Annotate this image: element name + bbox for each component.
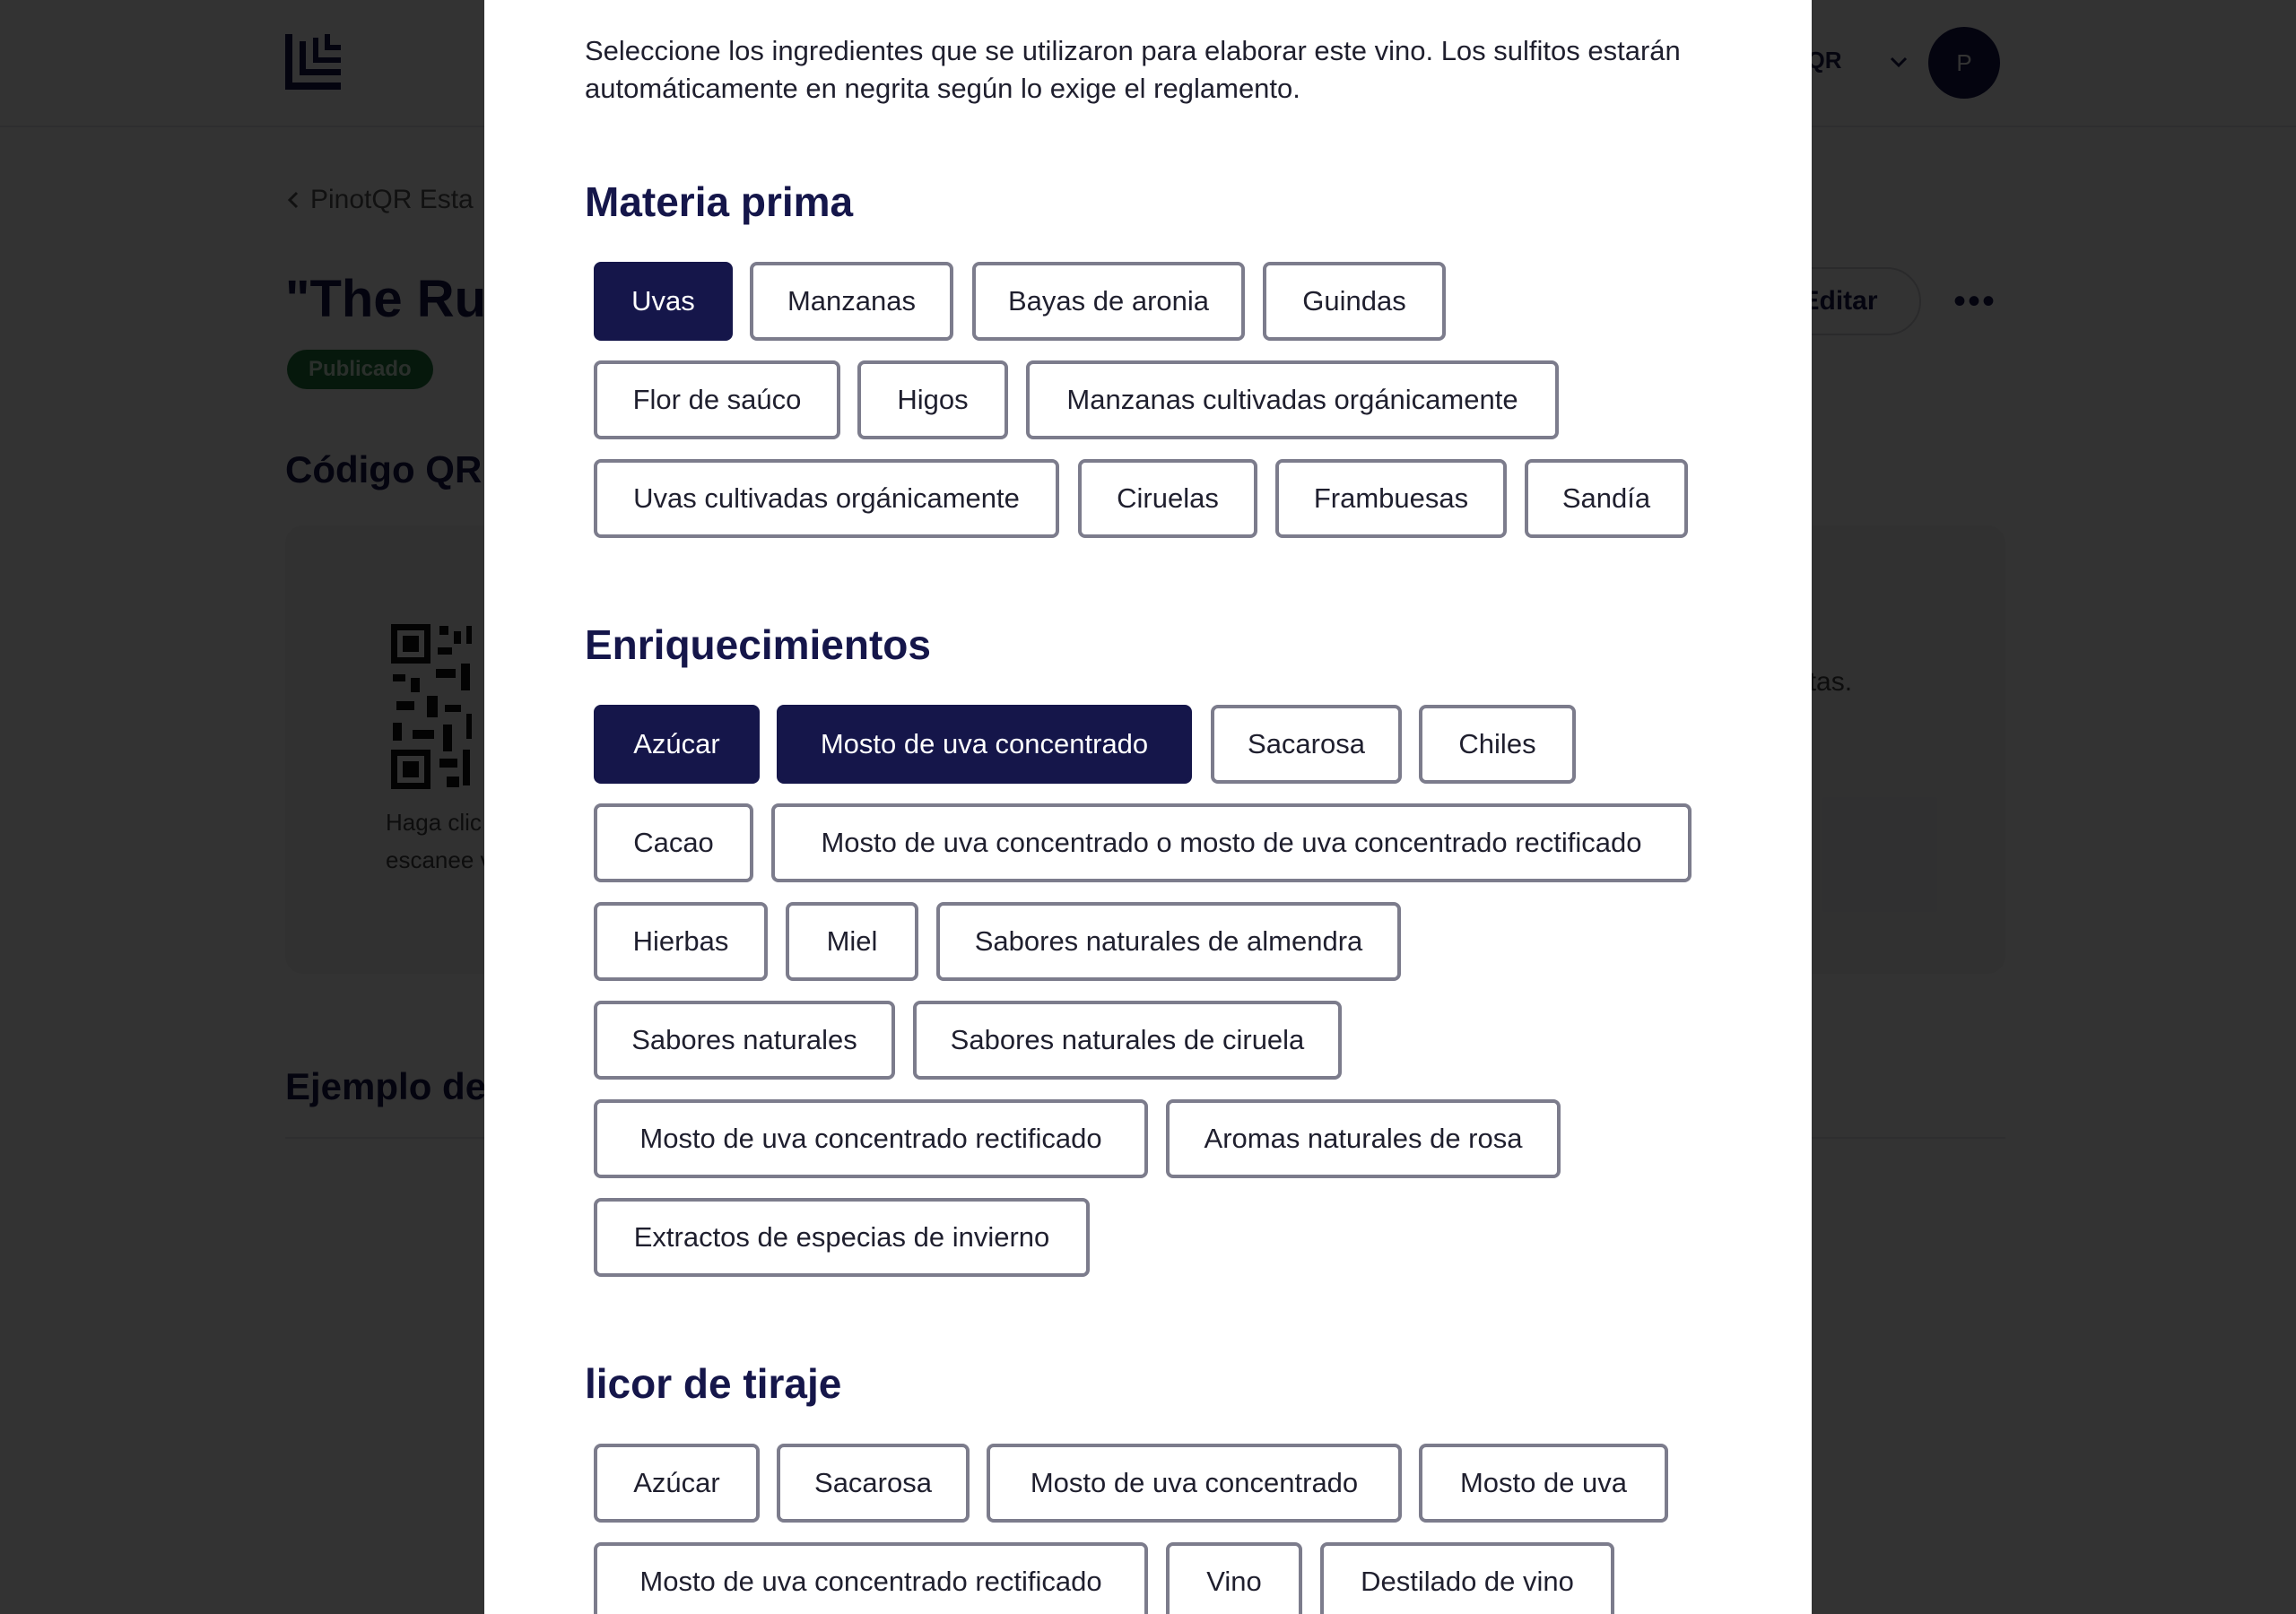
chip-cacao[interactable]: Cacao bbox=[594, 803, 753, 882]
chip-aromas-rosa[interactable]: Aromas naturales de rosa bbox=[1166, 1099, 1561, 1178]
chip-sabores-ciruela[interactable]: Sabores naturales de ciruela bbox=[913, 1001, 1342, 1080]
chip-sabores-naturales[interactable]: Sabores naturales bbox=[594, 1001, 895, 1080]
chip-flor-de-sauco[interactable]: Flor de saúco bbox=[594, 360, 840, 439]
chip-sandia[interactable]: Sandía bbox=[1525, 459, 1688, 538]
ingredients-modal bbox=[484, 0, 1812, 1614]
modal-instructions: Seleccione los ingredientes que se utilizaron para elaborar este vino. Los sulfitos estarán automáticamente en negrita según lo exige el reglamento. bbox=[585, 35, 1681, 104]
chip-uvas[interactable]: Uvas bbox=[594, 262, 733, 341]
group-title-enriquecimientos: Enriquecimientos bbox=[585, 621, 931, 668]
chip-ciruelas[interactable]: Ciruelas bbox=[1078, 459, 1257, 538]
chip-tiraje-azucar[interactable]: Azúcar bbox=[594, 1444, 760, 1523]
chip-mosto-concentrado-o-rectificado[interactable]: Mosto de uva concentrado o mosto de uva concentrado rectificado bbox=[771, 803, 1692, 882]
chip-tiraje-mosto-de-uva[interactable]: Mosto de uva bbox=[1419, 1444, 1668, 1523]
chip-tiraje-mosto-rectificado[interactable]: Mosto de uva concentrado rectificado bbox=[594, 1542, 1148, 1614]
chip-miel[interactable]: Miel bbox=[786, 902, 918, 981]
chip-uvas-organicas[interactable]: Uvas cultivadas orgánicamente bbox=[594, 459, 1059, 538]
chip-manzanas[interactable]: Manzanas bbox=[750, 262, 953, 341]
chip-bayas-de-aronia[interactable]: Bayas de aronia bbox=[972, 262, 1245, 341]
chip-tiraje-mosto-concentrado[interactable]: Mosto de uva concentrado bbox=[987, 1444, 1402, 1523]
chip-mosto-rectificado[interactable]: Mosto de uva concentrado rectificado bbox=[594, 1099, 1148, 1178]
chip-guindas[interactable]: Guindas bbox=[1263, 262, 1446, 341]
group-title-licor-de-tiraje: licor de tiraje bbox=[585, 1360, 842, 1407]
chip-sacarosa[interactable]: Sacarosa bbox=[1211, 705, 1402, 784]
chip-higos[interactable]: Higos bbox=[857, 360, 1008, 439]
chip-azucar[interactable]: Azúcar bbox=[594, 705, 760, 784]
chip-tiraje-destilado[interactable]: Destilado de vino bbox=[1320, 1542, 1614, 1614]
chip-tiraje-vino[interactable]: Vino bbox=[1166, 1542, 1302, 1614]
chip-hierbas[interactable]: Hierbas bbox=[594, 902, 768, 981]
chip-manzanas-organicas[interactable]: Manzanas cultivadas orgánicamente bbox=[1026, 360, 1559, 439]
chip-tiraje-sacarosa[interactable]: Sacarosa bbox=[777, 1444, 970, 1523]
chip-chiles[interactable]: Chiles bbox=[1419, 705, 1576, 784]
chip-frambuesas[interactable]: Frambuesas bbox=[1275, 459, 1507, 538]
chip-sabores-almendra[interactable]: Sabores naturales de almendra bbox=[936, 902, 1401, 981]
chip-mosto-concentrado[interactable]: Mosto de uva concentrado bbox=[777, 705, 1192, 784]
chip-extractos-especias[interactable]: Extractos de especias de invierno bbox=[594, 1198, 1090, 1277]
group-title-materia-prima: Materia prima bbox=[585, 178, 854, 225]
